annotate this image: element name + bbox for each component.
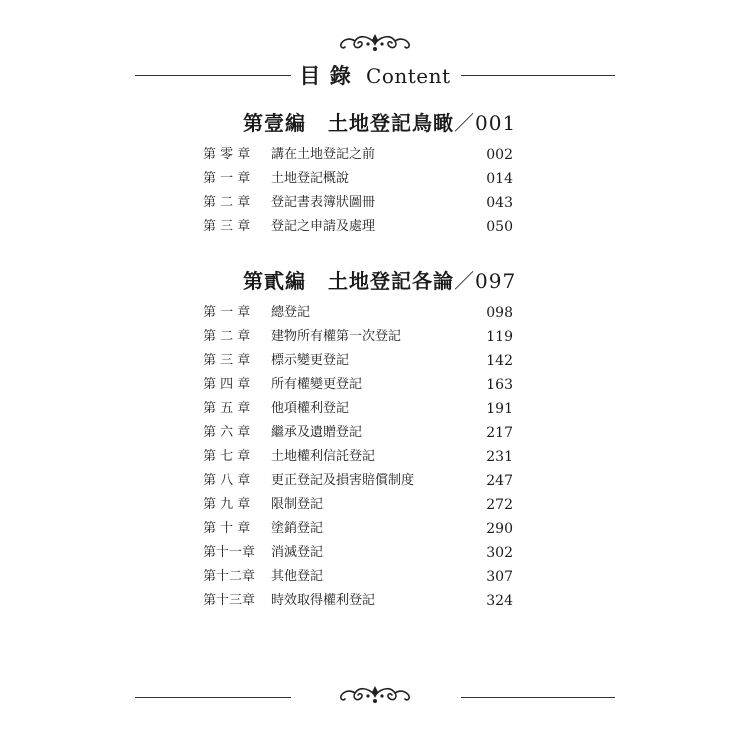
chapter-title: 限制登記 bbox=[271, 497, 324, 512]
chapter-number: 第十一章 bbox=[203, 545, 256, 560]
chapter-number: 第 十 章 bbox=[203, 521, 251, 536]
chapter-row bbox=[203, 145, 513, 165]
part-number: 第壹編 bbox=[243, 111, 306, 135]
chapter-title: 土地登記概說 bbox=[271, 171, 350, 186]
chapter-number: 第 一 章 bbox=[203, 305, 251, 320]
part-page: ／001 bbox=[454, 111, 517, 135]
chapter-number: 第 八 章 bbox=[203, 473, 251, 488]
part-number: 第貳編 bbox=[243, 269, 306, 293]
chapter-page: 247 bbox=[486, 473, 513, 489]
chapter-row bbox=[203, 543, 513, 563]
chapter-title: 登記之申請及處理 bbox=[271, 219, 376, 234]
chapter-row bbox=[203, 303, 513, 323]
chapter-row bbox=[203, 399, 513, 419]
chapter-title: 塗銷登記 bbox=[271, 521, 324, 536]
chapter-title: 標示變更登記 bbox=[271, 353, 350, 368]
chapter-number: 第 四 章 bbox=[203, 377, 251, 392]
part-name: 土地登記各論 bbox=[328, 269, 454, 293]
chapter-row bbox=[203, 471, 513, 491]
chapter-row bbox=[203, 495, 513, 515]
chapter-title: 所有權變更登記 bbox=[271, 377, 363, 392]
chapter-title: 建物所有權第一次登記 bbox=[271, 329, 402, 344]
chapter-page: 142 bbox=[486, 353, 513, 369]
part-name: 土地登記鳥瞰 bbox=[328, 111, 454, 135]
chapter-page: 272 bbox=[486, 497, 513, 513]
toc-heading-en: Content bbox=[366, 64, 451, 88]
chapter-number: 第 二 章 bbox=[203, 195, 251, 210]
chapter-page: 119 bbox=[486, 329, 513, 345]
chapter-page: 098 bbox=[486, 305, 513, 321]
chapter-number: 第 三 章 bbox=[203, 353, 251, 368]
chapter-number: 第 二 章 bbox=[203, 329, 251, 344]
chapter-title: 其他登記 bbox=[271, 569, 324, 584]
flourish-icon bbox=[337, 32, 413, 54]
chapter-page: 324 bbox=[486, 593, 513, 609]
chapter-title: 土地權利信託登記 bbox=[271, 449, 376, 464]
chapter-row bbox=[203, 375, 513, 395]
chapter-page: 002 bbox=[486, 147, 513, 163]
chapter-page: 290 bbox=[486, 521, 513, 537]
chapter-title: 更正登記及損害賠償制度 bbox=[271, 473, 415, 488]
chapter-row bbox=[203, 327, 513, 347]
chapter-number: 第十三章 bbox=[203, 593, 256, 608]
chapter-number: 第 一 章 bbox=[203, 171, 251, 186]
chapter-title: 他項權利登記 bbox=[271, 401, 350, 416]
chapter-number: 第 三 章 bbox=[203, 219, 251, 234]
chapter-page: 014 bbox=[486, 171, 513, 187]
chapter-row bbox=[203, 591, 513, 611]
chapter-row bbox=[203, 567, 513, 587]
part-page: ／097 bbox=[454, 269, 517, 293]
chapter-page: 043 bbox=[486, 195, 513, 211]
chapter-page: 307 bbox=[486, 569, 513, 585]
chapter-number: 第 七 章 bbox=[203, 449, 251, 464]
chapter-title: 繼承及遺贈登記 bbox=[271, 425, 363, 440]
bottom-flourish-ornament bbox=[0, 684, 750, 710]
chapter-title: 總登記 bbox=[271, 305, 311, 320]
chapter-title: 講在土地登記之前 bbox=[271, 147, 376, 162]
chapter-page: 217 bbox=[486, 425, 513, 441]
chapter-page: 163 bbox=[486, 377, 513, 393]
chapter-page: 050 bbox=[486, 219, 513, 235]
chapter-row bbox=[203, 423, 513, 443]
top-flourish-ornament bbox=[0, 32, 750, 58]
toc-heading-zh: 目 錄 bbox=[299, 63, 352, 88]
chapter-page: 191 bbox=[486, 401, 513, 417]
chapter-page: 302 bbox=[486, 545, 513, 561]
chapter-number: 第 五 章 bbox=[203, 401, 251, 416]
chapter-number: 第 零 章 bbox=[203, 147, 251, 162]
part-title bbox=[243, 107, 516, 136]
chapter-number: 第 六 章 bbox=[203, 425, 251, 440]
chapter-number: 第十二章 bbox=[203, 569, 256, 584]
chapter-title: 消滅登記 bbox=[271, 545, 324, 560]
chapter-row bbox=[203, 169, 513, 189]
chapter-row bbox=[203, 519, 513, 539]
chapter-page: 231 bbox=[486, 449, 513, 465]
part-title bbox=[243, 265, 516, 294]
chapter-title: 時效取得權利登記 bbox=[271, 593, 376, 608]
chapter-title: 登記書表簿狀圖冊 bbox=[271, 195, 376, 210]
toc-heading bbox=[0, 60, 750, 90]
chapter-row bbox=[203, 447, 513, 467]
chapter-row bbox=[203, 217, 513, 237]
chapter-number: 第 九 章 bbox=[203, 497, 251, 512]
chapter-row bbox=[203, 351, 513, 371]
flourish-icon bbox=[337, 684, 413, 706]
chapter-row bbox=[203, 193, 513, 213]
